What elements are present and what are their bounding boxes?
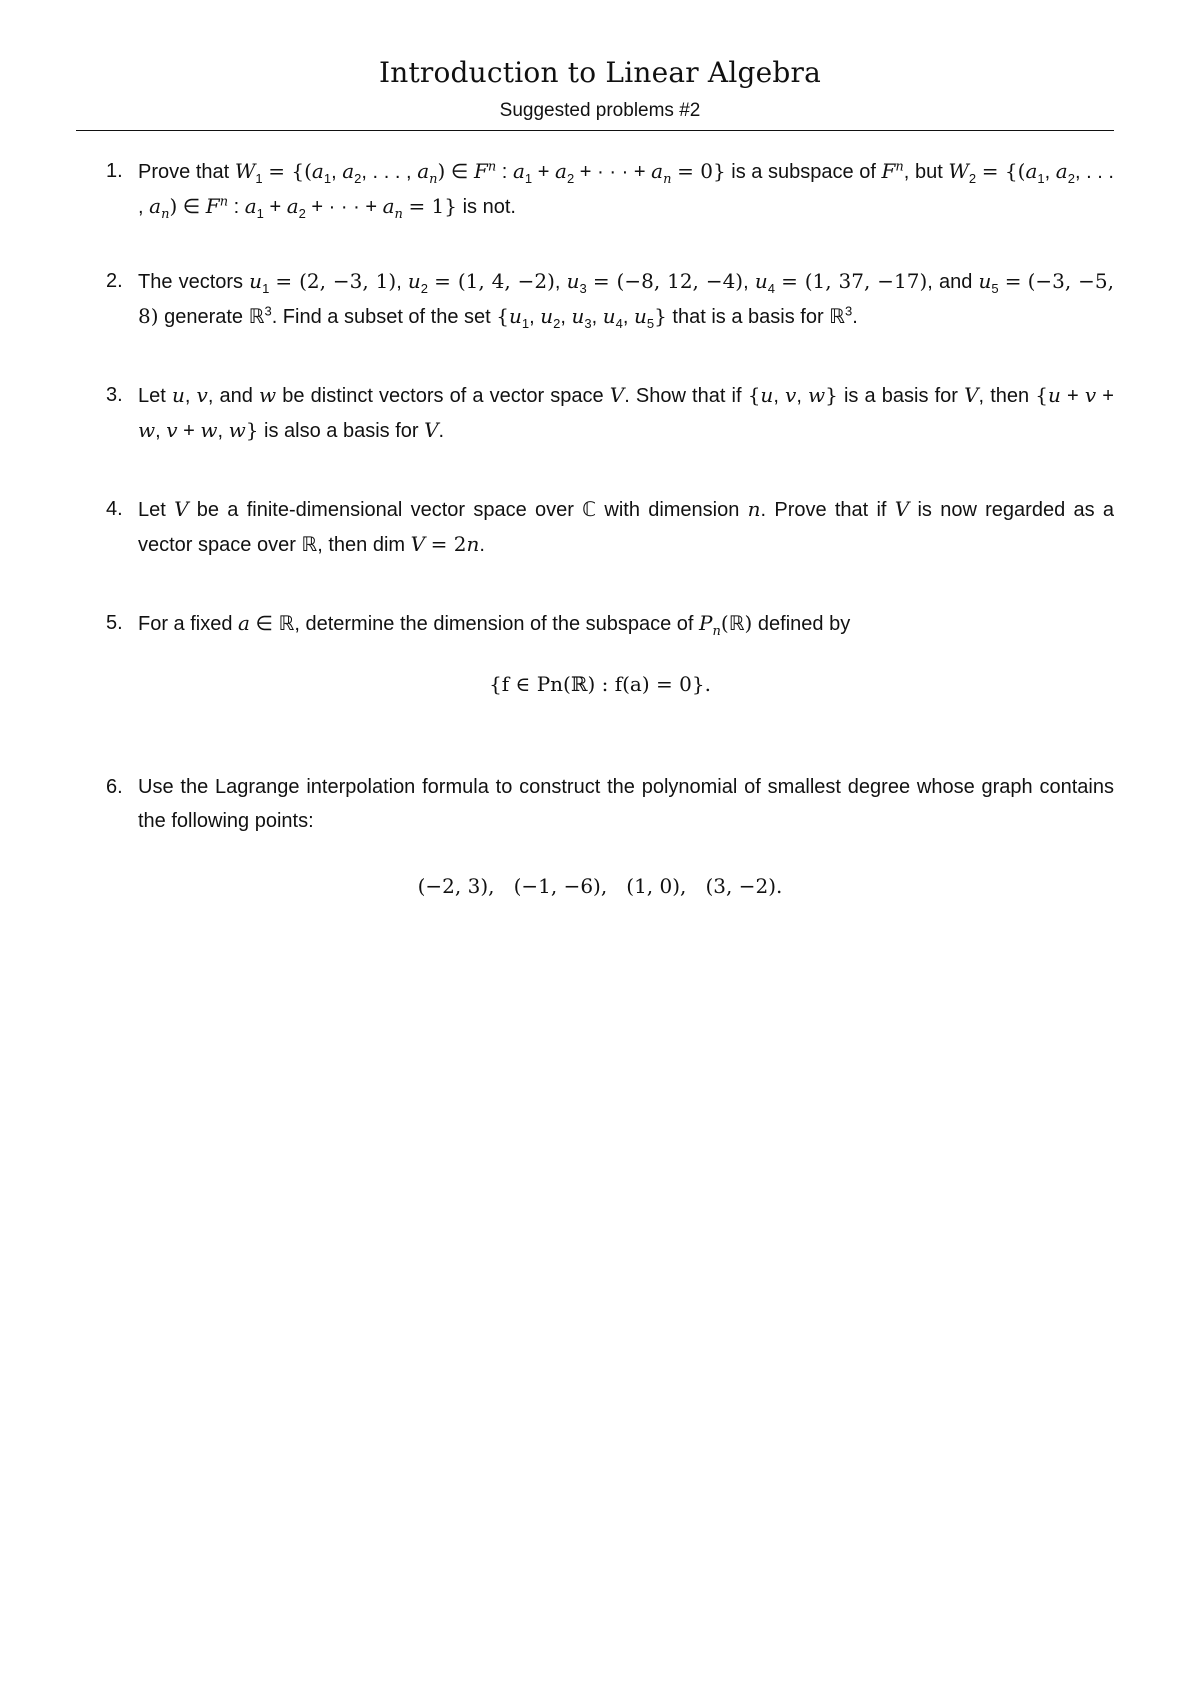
problem-5-display: {f ∈ Pn(ℝ) : f(a) = 0}.: [489, 672, 711, 696]
problem-text: The vectors $u_1 = (2$, −3, 1), $u_2 = (1$, 4, −2), $u_3 = (-8$, 12, −4), $u_4 = (1$, 37, −17), and $u_5 = (-3$, −5, 8) generate ℝ$^3$. Find a subset of the set {$u_1$, $u_2$, $u_3$, $u_4$, $u_5$} that is a basis for ℝ$^3$.: [138, 269, 1114, 331]
problem-text: For a fixed a ∈ ℝ, determine the dimension of the subspace of $P_n(ℝ)$ defined by: [138, 611, 851, 639]
problem-text: Prove that $W_1 = \{(a_1$, $a_2$, . . . , $a_n$) ∈ $F^n$ : $a_1 + a_2$ + · · · + $a_n = 0$} is a subspace of $F^n$, but $W_2 = \{(a_1$, $a_2$, . . . , $a_n$) ∈ $F^n$ : $a_1 + a_2$ + · · · + $a_n = 1$} is not.: [138, 159, 1114, 222]
problem-number: 3.: [106, 384, 123, 406]
document-title: Introduction to Linear Algebra: [378, 56, 822, 89]
problem-5: [106, 606, 1114, 641]
problem-number: 2.: [106, 270, 123, 292]
problem-3: [106, 378, 1114, 448]
problem-number: 1.: [106, 160, 123, 182]
problem-6-display: (−2, 3), (−1, −6), (1, 0), (3, −2).: [417, 874, 783, 898]
document-subtitle: Suggested problems #2: [499, 100, 701, 121]
header-rule: [76, 130, 1114, 131]
problem-number: 5.: [106, 612, 123, 634]
problem-text: Let u, v, and w be distinct vectors of a vector space V. Show that if {u, v, w} is a basis for V, then {u + v + w, v + w, w} is also a basis for V.: [138, 383, 1114, 442]
problem-2: [106, 264, 1114, 334]
problem-4: [106, 492, 1114, 562]
problem-6: [106, 770, 1114, 838]
problem-text: Let V be a finite-dimensional vector space over ℂ with dimension n. Prove that if V is now regarded as a vector space over ℝ, then dim V = 2n.: [138, 497, 1114, 556]
problem-text: Use the Lagrange interpolation formula to construct the polynomial of smallest degree whose graph contains the following points:: [138, 776, 1114, 832]
problem-number: 4.: [106, 498, 123, 520]
problem-1: [106, 154, 1114, 224]
problem-number: 6.: [106, 776, 123, 798]
